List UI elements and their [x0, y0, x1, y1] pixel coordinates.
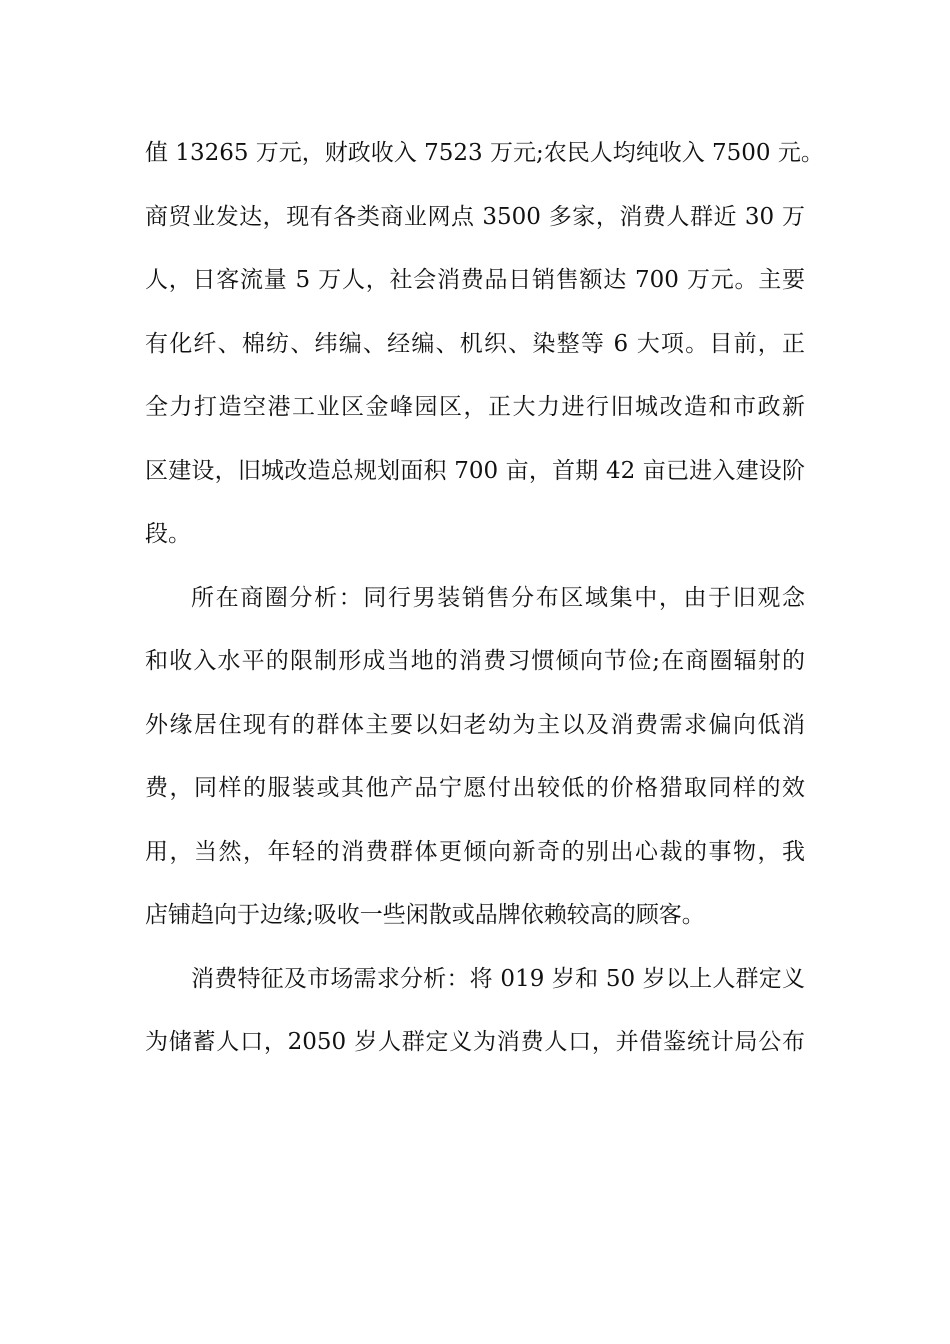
paragraph-consumption-analysis [145, 948, 805, 1075]
text-line: 费，同样的服装或其他产品宁愿付出较低的价格猎取同样的效 [145, 775, 805, 801]
text-line: 商贸业发达，现有各类商业网点 3500 多家，消费人群近 30 万 [145, 203, 805, 230]
text-line: 值 13265 万元，财政收入 7523 万元;农民人均纯收入 7500 元。 [145, 140, 824, 166]
text-line: 为储蓄人口，2050 岁人群定义为消费人口，并借鉴统计局公布 [145, 1029, 805, 1055]
text-line: 用，当然，年轻的消费群体更倾向新奇的别出心裁的事物，我 [145, 838, 805, 865]
text-line: 有化纤、棉纺、纬编、经编、机织、染整等 6 大项。目前，正 [145, 330, 805, 357]
text-line: 和收入水平的限制形成当地的消费习惯倾向节俭;在商圈辐射的 [145, 648, 805, 674]
text-line: 外缘居住现有的群体主要以妇老幼为主以及消费需求偏向低消 [145, 711, 805, 738]
paragraph-city-overview [145, 122, 824, 567]
text-line: 区建设，旧城改造总规划面积 700 亩，首期 42 亩已进入建设阶 [145, 457, 805, 484]
text-line: 人，日客流量 5 万人，社会消费品日销售额达 700 万元。主要 [145, 267, 805, 293]
text-line: 所在商圈分析：同行男装销售分布区域集中，由于旧观念 [191, 584, 805, 611]
document-body [145, 122, 824, 1075]
text-line: 店铺趋向于边缘;吸收一些闲散或品牌依赖较高的顾客。 [145, 902, 705, 928]
paragraph-trade-area-analysis [145, 567, 805, 948]
text-line: 段。 [145, 521, 191, 547]
text-line: 全力打造空港工业区金峰园区，正大力进行旧城改造和市政新 [145, 394, 805, 420]
text-line: 消费特征及市场需求分析：将 019 岁和 50 岁以上人群定义 [191, 965, 805, 992]
